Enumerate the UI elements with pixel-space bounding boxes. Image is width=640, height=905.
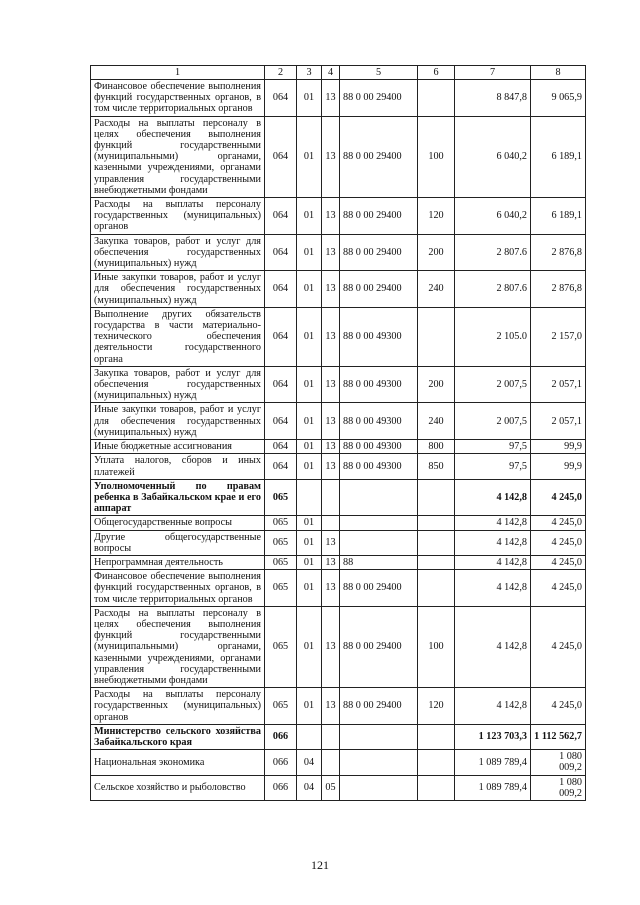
row-name-cell: Выполнение других обязательств государства в части материально-технического обеспечения деятельности государственного органа xyxy=(91,307,265,366)
row-name-cell: Закупка товаров, работ и услуг для обеспечения государственных (муниципальных) нужд xyxy=(91,366,265,403)
section-code-cell: 01 xyxy=(297,530,322,555)
section-code-cell: 01 xyxy=(297,116,322,197)
amount-year1-cell: 6 040,2 xyxy=(455,116,531,197)
amount-year2-cell: 4 245,0 xyxy=(531,516,586,530)
subsection-code-cell: 13 xyxy=(322,307,340,366)
expense-type-cell: 120 xyxy=(418,198,455,235)
row-name-cell: Другие общегосударственные вопросы xyxy=(91,530,265,555)
amount-year1-cell: 4 142,8 xyxy=(455,479,531,516)
amount-year1-cell: 1 089 789,4 xyxy=(455,775,531,800)
target-article-cell xyxy=(340,516,418,530)
target-article-cell xyxy=(340,775,418,800)
amount-year2-cell: 4 245,0 xyxy=(531,570,586,607)
section-code-cell: 01 xyxy=(297,307,322,366)
amount-year2-cell: 2 057,1 xyxy=(531,366,586,403)
admin-code-cell: 064 xyxy=(265,116,297,197)
section-code-cell: 01 xyxy=(297,440,322,454)
subsection-code-cell: 13 xyxy=(322,271,340,308)
table-row xyxy=(91,555,586,569)
amount-year2-cell: 99,9 xyxy=(531,454,586,479)
target-article-cell: 88 0 00 49300 xyxy=(340,454,418,479)
target-article-cell xyxy=(340,750,418,775)
amount-year1-cell: 6 040,2 xyxy=(455,198,531,235)
target-article-cell: 88 0 00 29400 xyxy=(340,688,418,725)
amount-year2-cell: 99,9 xyxy=(531,440,586,454)
amount-year1-cell: 97,5 xyxy=(455,454,531,479)
header-cell: 2 xyxy=(265,66,297,80)
admin-code-cell: 064 xyxy=(265,366,297,403)
amount-year2-cell: 4 245,0 xyxy=(531,555,586,569)
table-row xyxy=(91,271,586,308)
admin-code-cell: 064 xyxy=(265,271,297,308)
row-name-cell: Иные бюджетные ассигнования xyxy=(91,440,265,454)
table-row xyxy=(91,606,586,687)
row-name-cell: Уплата налогов, сборов и иных платежей xyxy=(91,454,265,479)
amount-year1-cell: 8 847,8 xyxy=(455,80,531,117)
header-cell: 8 xyxy=(531,66,586,80)
table-row xyxy=(91,530,586,555)
admin-code-cell: 065 xyxy=(265,479,297,516)
amount-year2-cell: 4 245,0 xyxy=(531,530,586,555)
row-name-cell: Министерство сельского хозяйства Забайкальского края xyxy=(91,724,265,749)
table-row xyxy=(91,80,586,117)
row-name-cell: Расходы на выплаты персоналу в целях обеспечения выполнения функций государственными (муниципальными) органами, казенными учреждениями, органами управления государственными внебюджетными фондами xyxy=(91,606,265,687)
admin-code-cell: 064 xyxy=(265,454,297,479)
admin-code-cell: 065 xyxy=(265,570,297,607)
expense-type-cell xyxy=(418,80,455,117)
amount-year2-cell: 6 189,1 xyxy=(531,198,586,235)
header-cell: 7 xyxy=(455,66,531,80)
subsection-code-cell: 05 xyxy=(322,775,340,800)
amount-year2-cell: 1 080 009,2 xyxy=(531,750,586,775)
amount-year1-cell: 2 807.6 xyxy=(455,234,531,271)
amount-year2-cell: 2 157,0 xyxy=(531,307,586,366)
table-row xyxy=(91,516,586,530)
section-code-cell: 01 xyxy=(297,555,322,569)
header-cell: 1 xyxy=(91,66,265,80)
table-row xyxy=(91,750,586,775)
amount-year2-cell: 1 080 009,2 xyxy=(531,775,586,800)
subsection-code-cell: 13 xyxy=(322,403,340,440)
table-row xyxy=(91,724,586,749)
amount-year1-cell: 4 142,8 xyxy=(455,530,531,555)
amount-year2-cell: 2 057,1 xyxy=(531,403,586,440)
table-row xyxy=(91,775,586,800)
row-name-cell: Расходы на выплаты персоналу государственных (муниципальных) органов xyxy=(91,198,265,235)
section-code-cell xyxy=(297,724,322,749)
table-row xyxy=(91,234,586,271)
amount-year1-cell: 4 142,8 xyxy=(455,606,531,687)
row-name-cell: Иные закупки товаров, работ и услуг для обеспечения государственных (муниципальных) нужд xyxy=(91,403,265,440)
amount-year2-cell: 1 112 562,7 xyxy=(531,724,586,749)
section-code-cell: 01 xyxy=(297,688,322,725)
amount-year1-cell: 1 089 789,4 xyxy=(455,750,531,775)
amount-year2-cell: 4 245,0 xyxy=(531,688,586,725)
amount-year2-cell: 4 245,0 xyxy=(531,479,586,516)
expense-type-cell: 120 xyxy=(418,688,455,725)
amount-year1-cell: 2 007,5 xyxy=(455,403,531,440)
target-article-cell: 88 0 00 49300 xyxy=(340,366,418,403)
header-cell: 4 xyxy=(322,66,340,80)
section-code-cell: 04 xyxy=(297,750,322,775)
admin-code-cell: 065 xyxy=(265,555,297,569)
admin-code-cell: 064 xyxy=(265,403,297,440)
table-row xyxy=(91,570,586,607)
target-article-cell: 88 0 00 49300 xyxy=(340,307,418,366)
target-article-cell: 88 xyxy=(340,555,418,569)
expense-type-cell: 240 xyxy=(418,403,455,440)
admin-code-cell: 065 xyxy=(265,688,297,725)
header-cell: 3 xyxy=(297,66,322,80)
target-article-cell: 88 0 00 49300 xyxy=(340,440,418,454)
subsection-code-cell: 13 xyxy=(322,454,340,479)
subsection-code-cell: 13 xyxy=(322,198,340,235)
row-name-cell: Иные закупки товаров, работ и услуг для обеспечения государственных (муниципальных) нужд xyxy=(91,271,265,308)
expense-type-cell: 850 xyxy=(418,454,455,479)
expense-type-cell xyxy=(418,555,455,569)
target-article-cell: 88 0 00 29400 xyxy=(340,116,418,197)
expense-type-cell xyxy=(418,479,455,516)
table-row xyxy=(91,479,586,516)
table-row xyxy=(91,307,586,366)
table-row xyxy=(91,116,586,197)
target-article-cell: 88 0 00 49300 xyxy=(340,403,418,440)
expense-type-cell: 200 xyxy=(418,366,455,403)
admin-code-cell: 065 xyxy=(265,516,297,530)
row-name-cell: Финансовое обеспечение выполнения функций государственных органов, в том числе территориальных органов xyxy=(91,570,265,607)
amount-year1-cell: 4 142,8 xyxy=(455,555,531,569)
expense-type-cell xyxy=(418,530,455,555)
expense-type-cell: 100 xyxy=(418,116,455,197)
target-article-cell: 88 0 00 29400 xyxy=(340,570,418,607)
row-name-cell: Расходы на выплаты персоналу государственных (муниципальных) органов xyxy=(91,688,265,725)
budget-table xyxy=(90,65,586,801)
amount-year2-cell: 6 189,1 xyxy=(531,116,586,197)
admin-code-cell: 064 xyxy=(265,80,297,117)
section-code-cell: 01 xyxy=(297,198,322,235)
amount-year1-cell: 2 007,5 xyxy=(455,366,531,403)
header-cell: 6 xyxy=(418,66,455,80)
expense-type-cell: 200 xyxy=(418,234,455,271)
amount-year2-cell: 2 876,8 xyxy=(531,271,586,308)
target-article-cell: 88 0 00 29400 xyxy=(340,271,418,308)
admin-code-cell: 064 xyxy=(265,307,297,366)
row-name-cell: Непрограммная деятельность xyxy=(91,555,265,569)
expense-type-cell xyxy=(418,570,455,607)
subsection-code-cell: 13 xyxy=(322,688,340,725)
target-article-cell: 88 0 00 29400 xyxy=(340,234,418,271)
row-name-cell: Закупка товаров, работ и услуг для обеспечения государственных (муниципальных) нужд xyxy=(91,234,265,271)
amount-year1-cell: 4 142,8 xyxy=(455,570,531,607)
page-number: 121 xyxy=(311,858,329,872)
subsection-code-cell: 13 xyxy=(322,80,340,117)
section-code-cell: 04 xyxy=(297,775,322,800)
subsection-code-cell xyxy=(322,750,340,775)
target-article-cell: 88 0 00 29400 xyxy=(340,198,418,235)
expense-type-cell xyxy=(418,724,455,749)
table-row xyxy=(91,366,586,403)
expense-type-cell: 240 xyxy=(418,271,455,308)
target-article-cell xyxy=(340,479,418,516)
amount-year1-cell: 97,5 xyxy=(455,440,531,454)
header-cell: 5 xyxy=(340,66,418,80)
expense-type-cell: 100 xyxy=(418,606,455,687)
admin-code-cell: 065 xyxy=(265,606,297,687)
table-row xyxy=(91,198,586,235)
row-name-cell: Расходы на выплаты персоналу в целях обеспечения выполнения функций государственными (муниципальными) органами, казенными учреждениями, органами управления государственными внебюджетными фондами xyxy=(91,116,265,197)
amount-year2-cell: 4 245,0 xyxy=(531,606,586,687)
expense-type-cell xyxy=(418,307,455,366)
section-code-cell: 01 xyxy=(297,516,322,530)
subsection-code-cell xyxy=(322,724,340,749)
section-code-cell: 01 xyxy=(297,454,322,479)
table-row xyxy=(91,440,586,454)
subsection-code-cell: 13 xyxy=(322,570,340,607)
subsection-code-cell: 13 xyxy=(322,530,340,555)
subsection-code-cell xyxy=(322,516,340,530)
section-code-cell: 01 xyxy=(297,80,322,117)
amount-year1-cell: 2 105.0 xyxy=(455,307,531,366)
target-article-cell: 88 0 00 29400 xyxy=(340,80,418,117)
table-row xyxy=(91,403,586,440)
subsection-code-cell: 13 xyxy=(322,606,340,687)
admin-code-cell: 066 xyxy=(265,750,297,775)
target-article-cell xyxy=(340,724,418,749)
admin-code-cell: 065 xyxy=(265,530,297,555)
subsection-code-cell: 13 xyxy=(322,234,340,271)
row-name-cell: Национальная экономика xyxy=(91,750,265,775)
amount-year2-cell: 9 065,9 xyxy=(531,80,586,117)
subsection-code-cell xyxy=(322,479,340,516)
admin-code-cell: 064 xyxy=(265,198,297,235)
subsection-code-cell: 13 xyxy=(322,440,340,454)
amount-year1-cell: 1 123 703,3 xyxy=(455,724,531,749)
section-code-cell: 01 xyxy=(297,271,322,308)
subsection-code-cell: 13 xyxy=(322,116,340,197)
amount-year1-cell: 2 807.6 xyxy=(455,271,531,308)
row-name-cell: Сельское хозяйство и рыболовство xyxy=(91,775,265,800)
expense-type-cell xyxy=(418,750,455,775)
amount-year1-cell: 4 142,8 xyxy=(455,516,531,530)
table-row xyxy=(91,688,586,725)
subsection-code-cell: 13 xyxy=(322,555,340,569)
amount-year2-cell: 2 876,8 xyxy=(531,234,586,271)
section-code-cell: 01 xyxy=(297,570,322,607)
admin-code-cell: 066 xyxy=(265,775,297,800)
admin-code-cell: 066 xyxy=(265,724,297,749)
table-header-row xyxy=(91,66,586,80)
amount-year1-cell: 4 142,8 xyxy=(455,688,531,725)
admin-code-cell: 064 xyxy=(265,440,297,454)
section-code-cell: 01 xyxy=(297,606,322,687)
target-article-cell: 88 0 00 29400 xyxy=(340,606,418,687)
row-name-cell: Финансовое обеспечение выполнения функций государственных органов, в том числе территориальных органов xyxy=(91,80,265,117)
section-code-cell xyxy=(297,479,322,516)
table-row xyxy=(91,454,586,479)
subsection-code-cell: 13 xyxy=(322,366,340,403)
section-code-cell: 01 xyxy=(297,403,322,440)
row-name-cell: Общегосударственные вопросы xyxy=(91,516,265,530)
section-code-cell: 01 xyxy=(297,366,322,403)
expense-type-cell: 800 xyxy=(418,440,455,454)
row-name-cell: Уполномоченный по правам ребенка в Забайкальском крае и его аппарат xyxy=(91,479,265,516)
target-article-cell xyxy=(340,530,418,555)
expense-type-cell xyxy=(418,516,455,530)
section-code-cell: 01 xyxy=(297,234,322,271)
admin-code-cell: 064 xyxy=(265,234,297,271)
expense-type-cell xyxy=(418,775,455,800)
